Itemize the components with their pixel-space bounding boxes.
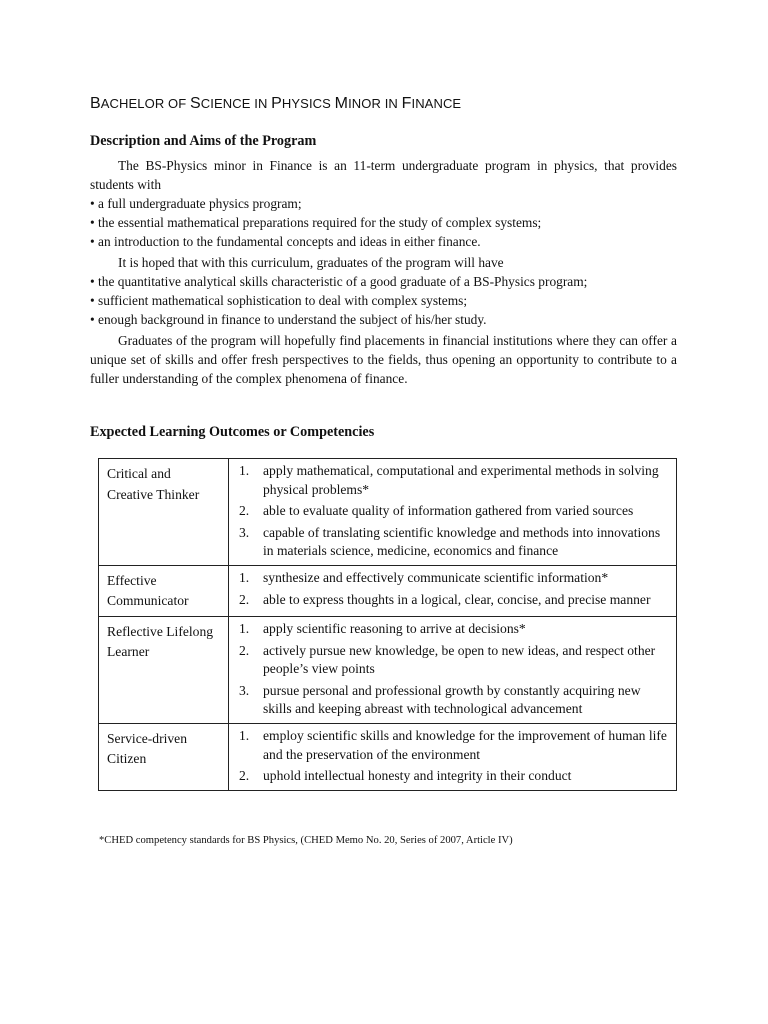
outcomes-heading: Expected Learning Outcomes or Competencies — [90, 424, 375, 440]
provides-item: • a full undergraduate physics program; — [90, 196, 302, 211]
table-row — [99, 565, 677, 616]
table-row — [99, 723, 677, 790]
competency-category: Critical and Creative Thinker — [99, 459, 229, 566]
competency-items — [229, 723, 677, 790]
title-word: SCIENCE IN — [190, 95, 272, 112]
competency-items — [229, 459, 677, 566]
list-item: 1. apply mathematical, computational and experimental methods in solving physical problems* — [239, 463, 659, 497]
competency-items — [229, 565, 677, 616]
table-row — [99, 459, 677, 566]
description-body — [90, 156, 677, 388]
closing-paragraph: Graduates of the program will hopefully find placements in financial institutions where they can offer a unique set of skills and offer fresh perspectives to the fields, thus opening an opportunity to contribute to a fuller understanding of the complex phenomena of finance. — [90, 333, 677, 386]
list-item: 1. apply scientific reasoning to arrive at decisions* — [239, 620, 526, 636]
list-item: 2. able to evaluate quality of information gathered from varied sources — [239, 503, 634, 519]
list-item: 2. uphold intellectual honesty and integrity in their conduct — [239, 768, 572, 784]
provides-item: • the essential mathematical preparations required for the study of complex systems; — [90, 215, 542, 230]
program-title — [90, 94, 461, 113]
footnote: *CHED competency standards for BS Physics, (CHED Memo No. 20, Series of 2007, Article IV) — [99, 835, 513, 846]
description-heading: Description and Aims of the Program — [90, 133, 317, 149]
hope-paragraph: It is hoped that with this curriculum, graduates of the program will have — [118, 255, 504, 270]
competency-category: Service-driven Citizen — [99, 723, 229, 790]
title-word: PHYSICS — [271, 95, 335, 112]
competency-items — [229, 616, 677, 723]
title-word: FINANCE — [401, 95, 462, 112]
intro-paragraph: The BS-Physics minor in Finance is an 11-term undergraduate program in physics, that provides students with — [90, 158, 677, 192]
competency-category: Effective Communicator — [99, 565, 229, 616]
hope-item: • the quantitative analytical skills characteristic of a good graduate of a BS-Physics program; — [90, 274, 588, 289]
list-item: 2. able to express thoughts in a logical, clear, concise, and precise manner — [239, 591, 651, 607]
provides-item: • an introduction to the fundamental concepts and ideas in either finance. — [90, 234, 481, 249]
list-item: 3. capable of translating scientific knowledge and methods into innovations in materials science, medicine, economics and finance — [239, 524, 661, 559]
competency-category: Reflective Lifelong Learner — [99, 616, 229, 723]
hope-item: • sufficient mathematical sophistication to deal with complex systems; — [90, 293, 468, 308]
hope-item: • enough background in finance to understand the subject of his/her study. — [90, 312, 487, 327]
list-item: 1. employ scientific skills and knowledge for the improvement of human life and the preservation of the environment — [239, 727, 667, 762]
title-word: MINOR IN — [334, 95, 402, 112]
list-item: 1. synthesize and effectively communicate scientific information* — [239, 569, 609, 585]
list-item: 2. actively pursue new knowledge, be open to new ideas, and respect other people’s view points — [239, 642, 656, 677]
table-row — [99, 616, 677, 723]
outcomes-table — [98, 458, 677, 791]
list-item: 3. pursue personal and professional growth by constantly acquiring new skills and keeping abreast with technological advancement — [239, 682, 641, 717]
title-word: BACHELOR OF — [90, 95, 191, 112]
